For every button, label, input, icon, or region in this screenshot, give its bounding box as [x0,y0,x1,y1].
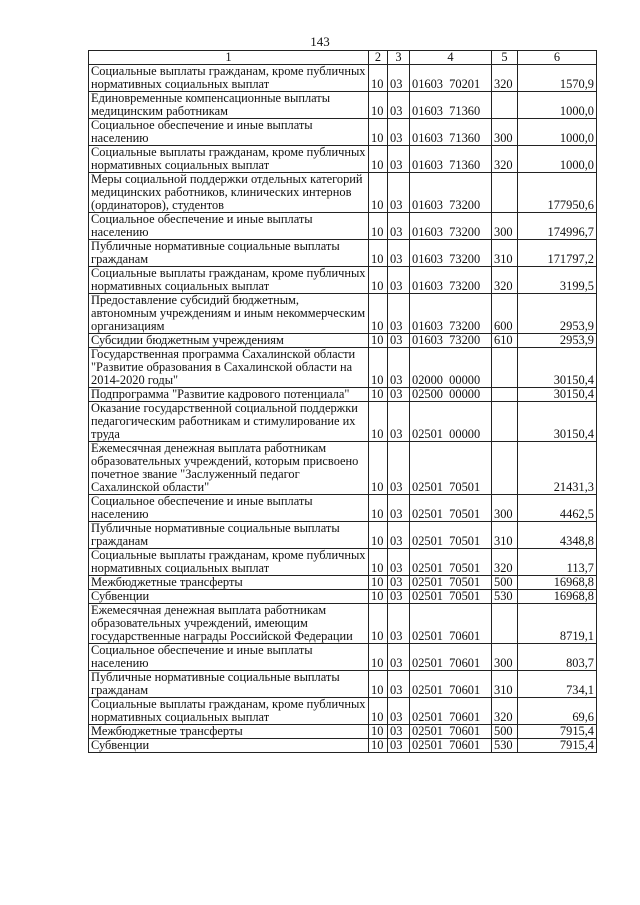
cell-c5 [492,92,518,119]
cell-c5: 610 [492,334,518,348]
cell-c4: 02500 00000 [410,388,492,402]
cell-c6: 30150,4 [518,402,597,442]
cell-c5: 310 [492,522,518,549]
cell-c3: 03 [388,576,410,590]
cell-c5: 320 [492,698,518,725]
cell-c4: 01603 73200 [410,334,492,348]
cell-c3: 03 [388,348,410,388]
cell-c3: 03 [388,698,410,725]
cell-c4: 01603 73200 [410,294,492,334]
cell-c2: 10 [369,604,388,644]
cell-c2: 10 [369,388,388,402]
table-row [89,698,597,725]
cell-name: Предоставление субсидий бюджетным, автономным учреждениям и иным некоммерческим организациям [89,294,369,334]
cell-name: Субсидии бюджетным учреждениям [89,334,369,348]
cell-c2: 10 [369,65,388,92]
cell-c4: 01603 73200 [410,240,492,267]
cell-name: Субвенции [89,590,369,604]
cell-c2: 10 [369,348,388,388]
cell-c3: 03 [388,442,410,495]
cell-c4: 01603 71360 [410,119,492,146]
cell-c3: 03 [388,388,410,402]
cell-c2: 10 [369,267,388,294]
cell-c4: 01603 70201 [410,65,492,92]
table-row [89,348,597,388]
cell-c4: 02501 70601 [410,698,492,725]
table-body [89,65,597,753]
cell-c4: 02501 70501 [410,495,492,522]
cell-c4: 02501 70501 [410,549,492,576]
table-row [89,92,597,119]
cell-c2: 10 [369,495,388,522]
cell-name: Публичные нормативные социальные выплаты гражданам [89,671,369,698]
cell-c3: 03 [388,92,410,119]
header-cell: 2 [369,51,388,65]
cell-c2: 10 [369,644,388,671]
cell-c5 [492,442,518,495]
cell-c4: 02501 70501 [410,522,492,549]
table-row [89,671,597,698]
cell-c6: 30150,4 [518,388,597,402]
cell-c3: 03 [388,65,410,92]
cell-c6: 113,7 [518,549,597,576]
cell-name: Социальные выплаты гражданам, кроме публичных нормативных социальных выплат [89,146,369,173]
cell-name: Социальные выплаты гражданам, кроме публичных нормативных социальных выплат [89,267,369,294]
cell-c2: 10 [369,590,388,604]
cell-name: Социальные выплаты гражданам, кроме публичных нормативных социальных выплат [89,698,369,725]
header-cell: 3 [388,51,410,65]
cell-name: Меры социальной поддержки отдельных категорий медицинских работников, клинических интернов (ординаторов), студентов [89,173,369,213]
cell-c6: 177950,6 [518,173,597,213]
cell-c6: 8719,1 [518,604,597,644]
cell-c5 [492,388,518,402]
cell-c2: 10 [369,173,388,213]
cell-c6: 3199,5 [518,267,597,294]
table-row [89,240,597,267]
cell-name: Социальные выплаты гражданам, кроме публичных нормативных социальных выплат [89,549,369,576]
cell-c4: 01603 73200 [410,213,492,240]
table-row [89,402,597,442]
cell-c2: 10 [369,725,388,739]
table-row [89,294,597,334]
table-row [89,267,597,294]
cell-c2: 10 [369,576,388,590]
cell-c2: 10 [369,549,388,576]
page-number: 143 [310,34,330,49]
cell-c6: 2953,9 [518,334,597,348]
cell-c5: 320 [492,267,518,294]
cell-c6: 1000,0 [518,146,597,173]
cell-c2: 10 [369,119,388,146]
cell-c6: 171797,2 [518,240,597,267]
cell-name: Межбюджетные трансферты [89,576,369,590]
cell-c3: 03 [388,725,410,739]
cell-c4: 02501 70501 [410,576,492,590]
cell-c5: 600 [492,294,518,334]
cell-c6: 16968,8 [518,576,597,590]
table-row [89,604,597,644]
cell-c6: 1000,0 [518,119,597,146]
cell-c6: 30150,4 [518,348,597,388]
cell-c6: 7915,4 [518,739,597,753]
cell-c6: 2953,9 [518,294,597,334]
cell-name: Публичные нормативные социальные выплаты гражданам [89,240,369,267]
cell-c6: 734,1 [518,671,597,698]
cell-c5: 320 [492,65,518,92]
cell-c4: 02501 70601 [410,671,492,698]
cell-c3: 03 [388,213,410,240]
cell-c5: 300 [492,644,518,671]
cell-name: Субвенции [89,739,369,753]
cell-c3: 03 [388,146,410,173]
cell-c3: 03 [388,402,410,442]
cell-c5: 530 [492,739,518,753]
cell-c4: 01603 73200 [410,267,492,294]
table-row [89,495,597,522]
cell-c3: 03 [388,334,410,348]
table-row [89,522,597,549]
cell-c3: 03 [388,671,410,698]
cell-name: Подпрограмма "Развитие кадрового потенциала" [89,388,369,402]
cell-c5: 320 [492,146,518,173]
cell-c3: 03 [388,119,410,146]
cell-c5: 310 [492,671,518,698]
table-row [89,173,597,213]
cell-c3: 03 [388,240,410,267]
cell-name: Межбюджетные трансферты [89,725,369,739]
cell-c5: 300 [492,119,518,146]
cell-c2: 10 [369,294,388,334]
cell-c5 [492,604,518,644]
cell-c2: 10 [369,671,388,698]
cell-name: Социальное обеспечение и иные выплаты населению [89,119,369,146]
cell-c4: 01603 71360 [410,146,492,173]
cell-c4: 01603 71360 [410,92,492,119]
cell-c3: 03 [388,590,410,604]
cell-name: Оказание государственной социальной поддержки педагогическим работникам и стимулирование их труда [89,402,369,442]
table-row [89,590,597,604]
cell-c4: 02501 70601 [410,725,492,739]
cell-c3: 03 [388,495,410,522]
cell-c2: 10 [369,92,388,119]
cell-c3: 03 [388,267,410,294]
cell-c4: 02000 00000 [410,348,492,388]
table-row [89,388,597,402]
cell-c4: 02501 70601 [410,604,492,644]
cell-c2: 10 [369,698,388,725]
cell-name: Социальное обеспечение и иные выплаты населению [89,213,369,240]
table-row [89,146,597,173]
header-cell: 1 [89,51,369,65]
cell-c6: 1570,9 [518,65,597,92]
cell-c2: 10 [369,522,388,549]
cell-name: Единовременные компенсационные выплаты медицинским работникам [89,92,369,119]
cell-c2: 10 [369,402,388,442]
table-row [89,65,597,92]
header-cell: 4 [410,51,492,65]
cell-c2: 10 [369,442,388,495]
cell-c2: 10 [369,334,388,348]
cell-name: Ежемесячная денежная выплата работникам образовательных учреждений, которым присвоено почетное звание "Заслуженный педагог Сахалинской области" [89,442,369,495]
cell-c2: 10 [369,213,388,240]
header-row [89,51,597,65]
cell-c4: 02501 00000 [410,402,492,442]
cell-c3: 03 [388,549,410,576]
cell-name: Государственная программа Сахалинской области "Развитие образования в Сахалинской области на 2014-2020 годы" [89,348,369,388]
cell-c6: 4462,5 [518,495,597,522]
cell-name: Социальное обеспечение и иные выплаты населению [89,495,369,522]
table-row [89,442,597,495]
cell-name: Социальные выплаты гражданам, кроме публичных нормативных социальных выплат [89,65,369,92]
cell-c6: 4348,8 [518,522,597,549]
cell-c6: 1000,0 [518,92,597,119]
budget-table [88,50,597,753]
header-cell: 6 [518,51,597,65]
cell-c4: 02501 70501 [410,442,492,495]
cell-c5 [492,348,518,388]
cell-c6: 174996,7 [518,213,597,240]
cell-c4: 02501 70601 [410,644,492,671]
cell-c5: 500 [492,576,518,590]
cell-c4: 02501 70601 [410,739,492,753]
table-row [89,549,597,576]
cell-c3: 03 [388,294,410,334]
cell-name: Ежемесячная денежная выплата работникам образовательных учреждений, имеющим государственные награды Российской Федерации [89,604,369,644]
cell-c6: 69,6 [518,698,597,725]
cell-name: Публичные нормативные социальные выплаты гражданам [89,522,369,549]
cell-c5: 300 [492,495,518,522]
cell-c5 [492,173,518,213]
cell-c5: 300 [492,213,518,240]
cell-c5: 500 [492,725,518,739]
cell-c4: 01603 73200 [410,173,492,213]
table-row [89,119,597,146]
cell-c2: 10 [369,739,388,753]
header-cell: 5 [492,51,518,65]
table-row [89,739,597,753]
cell-c6: 803,7 [518,644,597,671]
table-row [89,576,597,590]
table-row [89,644,597,671]
cell-c6: 7915,4 [518,725,597,739]
table-row [89,725,597,739]
cell-c5: 310 [492,240,518,267]
cell-name: Социальное обеспечение и иные выплаты населению [89,644,369,671]
cell-c3: 03 [388,644,410,671]
cell-c2: 10 [369,146,388,173]
cell-c5: 320 [492,549,518,576]
cell-c5 [492,402,518,442]
table-row [89,334,597,348]
cell-c6: 21431,3 [518,442,597,495]
cell-c2: 10 [369,240,388,267]
cell-c3: 03 [388,739,410,753]
cell-c3: 03 [388,173,410,213]
cell-c4: 02501 70501 [410,590,492,604]
cell-c5: 530 [492,590,518,604]
cell-c6: 16968,8 [518,590,597,604]
cell-c3: 03 [388,522,410,549]
table-row [89,213,597,240]
cell-c3: 03 [388,604,410,644]
